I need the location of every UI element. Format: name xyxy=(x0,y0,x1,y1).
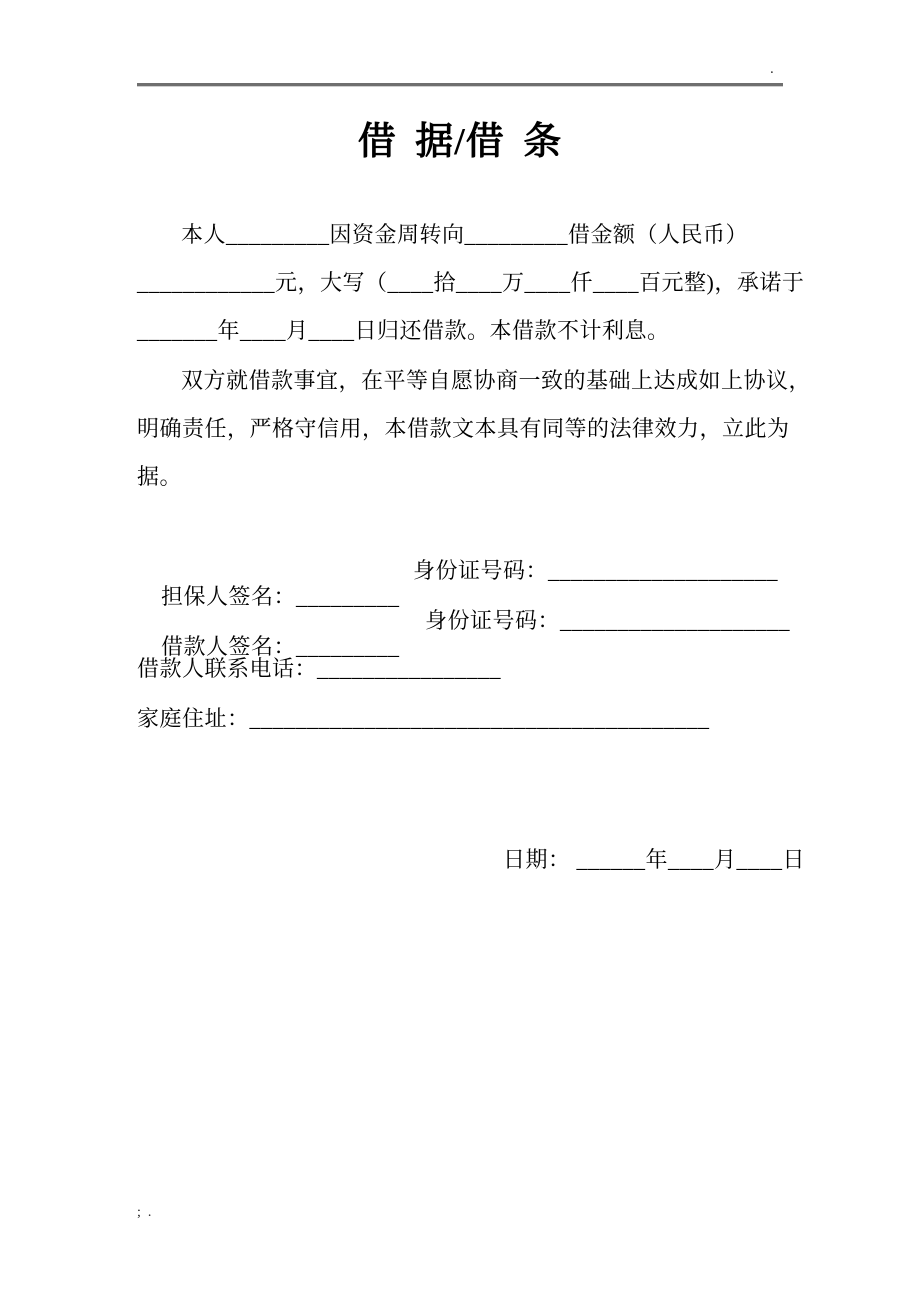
paragraph1-line2: ____________元，大写（____拾____万____仟____百元整)，承诺于 xyxy=(137,270,805,295)
guarantor-sign-label: 担保人签名：_________ xyxy=(161,584,400,609)
document-title: 借 据/借 条 xyxy=(357,121,563,163)
date-line: 日期： ______年____月____日 xyxy=(503,847,806,872)
signature-row-borrower xyxy=(137,608,791,659)
borrower-sign-label: 借款人签名：_________ xyxy=(161,634,400,659)
page-corner-mark: . xyxy=(770,61,774,77)
paragraph2-line3: 据。 xyxy=(137,464,183,489)
signature-row-guarantor xyxy=(137,558,779,609)
paragraph1-line1: 本人_________因资金周转向_________借金额（人民币） xyxy=(181,222,749,247)
page-bottom-left-mark: ; . xyxy=(137,1205,152,1220)
borrower-phone-line: 借款人联系电话：________________ xyxy=(137,656,502,681)
borrower-id-label: 身份证号码：____________________ xyxy=(425,608,791,633)
paragraph2-line2: 明确责任，严格守信用，本借款文本具有同等的法律效力，立此为 xyxy=(137,416,790,441)
paragraph1-line3: _______年____月____日归还借款。本借款不计利息。 xyxy=(137,318,670,343)
home-address-line: 家庭住址：________________________________________ xyxy=(137,706,710,731)
paragraph2-line1: 双方就借款事宜，在平等自愿协商一致的基础上达成如上协议， xyxy=(181,368,812,393)
guarantor-id-label: 身份证号码：____________________ xyxy=(413,558,779,583)
top-border-line xyxy=(137,83,783,86)
